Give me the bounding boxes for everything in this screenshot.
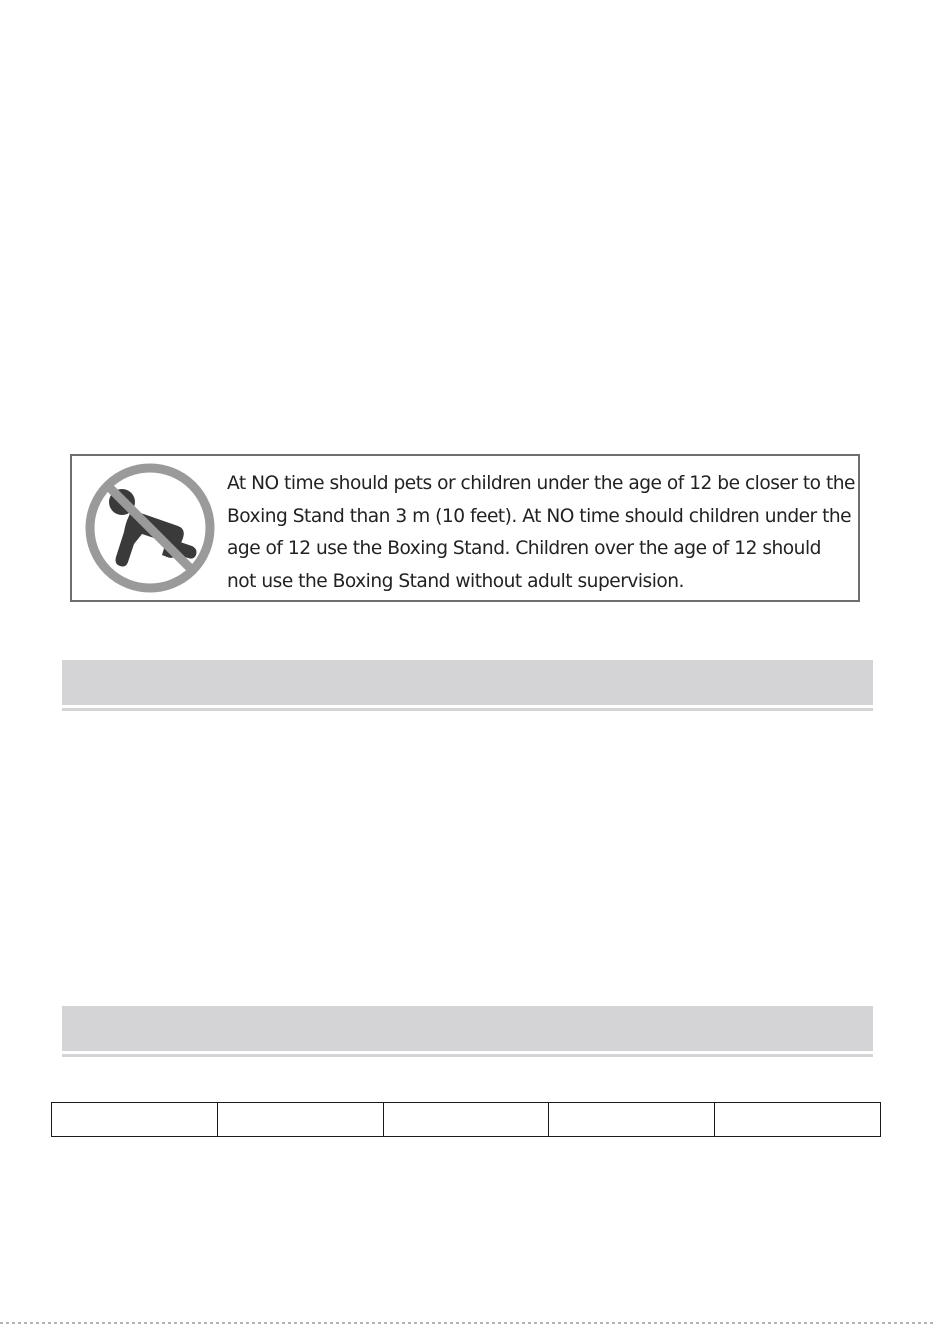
- no-children-icon: [82, 460, 218, 596]
- section-underline: [62, 1054, 873, 1057]
- table-row: [52, 1103, 881, 1137]
- section-header-bar: [62, 660, 873, 705]
- warning-text: At NO time should pets or children under the age of 12 be closer to the Boxing Stand than 3 m (10 feet). At NO time should children under the age of 12 use the Boxing Stand. Children over the age of 12 should not use the Boxing Stand without adult supervision.: [227, 473, 855, 592]
- table-cell: [383, 1103, 549, 1137]
- table-cell: [217, 1103, 383, 1137]
- section-underline: [62, 708, 873, 711]
- section-header-bar: [62, 1006, 873, 1051]
- spec-table: [51, 1102, 881, 1137]
- table-cell: [715, 1103, 881, 1137]
- child-safety-warning: [70, 454, 860, 602]
- table-cell: [52, 1103, 218, 1137]
- table-cell: [549, 1103, 715, 1137]
